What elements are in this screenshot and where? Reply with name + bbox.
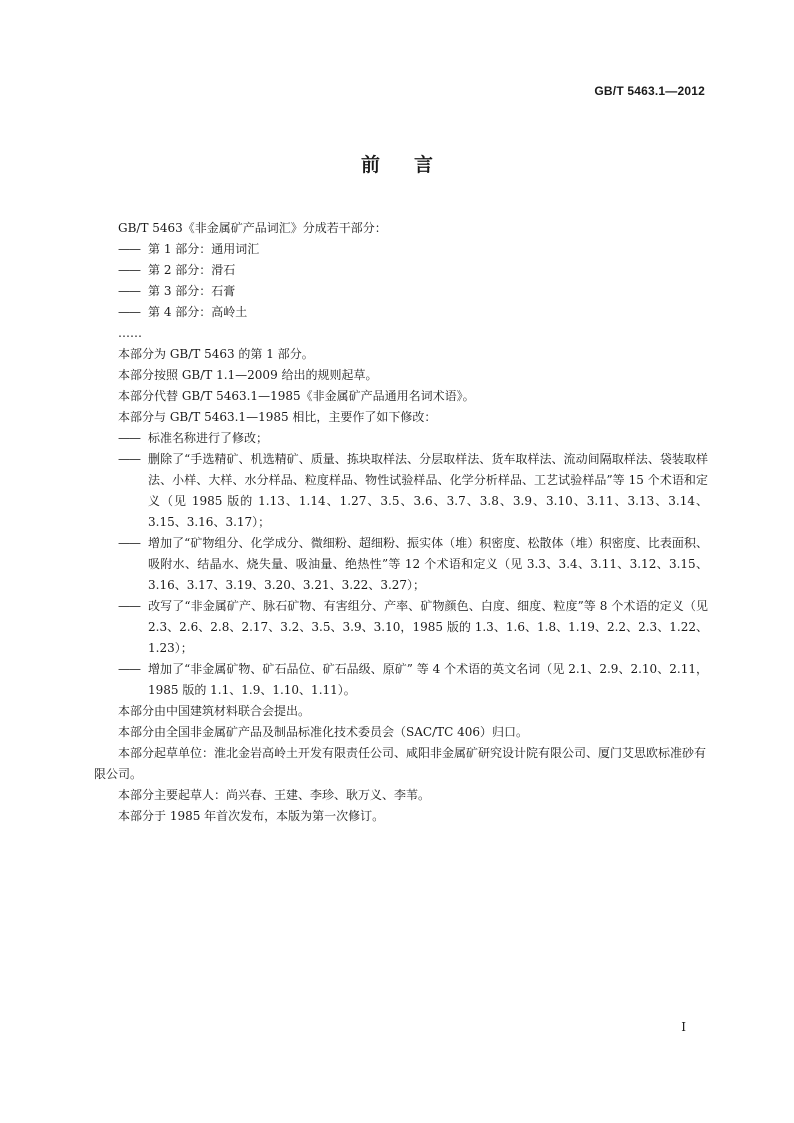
closing-statement: 本部分起草单位：淮北金岩高岭土开发有限责任公司、咸阳非金属矿研究设计院有限公司、厦门艾思欧标准砂有限公司。 xyxy=(94,746,707,781)
part-text: 第 1 部分：通用词汇 xyxy=(148,242,260,256)
ellipsis: …… xyxy=(118,326,142,340)
part-item xyxy=(118,239,708,260)
part-text: 第 2 部分：滑石 xyxy=(148,263,236,277)
change-item xyxy=(118,596,708,659)
dash-glyph: —— xyxy=(118,431,140,445)
intro-line: GB/T 5463《非金属矿产品词汇》分成若干部分： xyxy=(118,221,387,235)
standard-code: GB/T 5463.1—2012 xyxy=(594,84,705,98)
dash-glyph: —— xyxy=(118,284,140,298)
document-body xyxy=(94,218,708,827)
change-text: 标准名称进行了修改； xyxy=(148,431,269,445)
closing-statement: 本部分于 1985 年首次发布，本版为第一次修订。 xyxy=(118,809,385,823)
page-title: 前言 xyxy=(360,154,467,176)
change-item xyxy=(118,659,708,701)
part-item xyxy=(118,302,708,323)
statement: 本部分为 GB/T 5463 的第 1 部分。 xyxy=(118,347,314,361)
part-text: 第 3 部分：石膏 xyxy=(148,284,236,298)
change-item xyxy=(118,533,708,596)
statement: 本部分按照 GB/T 1.1—2009 给出的规则起草。 xyxy=(118,368,378,382)
part-text: 第 4 部分：高岭土 xyxy=(148,305,248,319)
change-text: 改写了“非金属矿产、脉石矿物、有害组分、产率、矿物颜色、白度、细度、粒度”等 8 个术语的定义（见 2.3、2.6、2.8、2.17、3.2、3.5、3.9、3.10，1985 版的 1.3、1.6、1.8、1.19、2.2、2.3、1.22、1.23）； xyxy=(148,599,708,655)
dash-glyph: —— xyxy=(118,305,140,319)
closing-statement: 本部分主要起草人：尚兴春、王建、李珍、耿万义、李苇。 xyxy=(118,788,431,802)
statement: 本部分与 GB/T 5463.1—1985 相比，主要作了如下修改： xyxy=(118,410,437,424)
dash-glyph: —— xyxy=(118,263,140,277)
part-item xyxy=(118,281,708,302)
change-text: 增加了“矿物组分、化学成分、微细粉、超细粉、振实体（堆）积密度、松散体（堆）积密度、比表面积、吸附水、结晶水、烧失量、吸油量、绝热性”等 12 个术语和定义（见 3.3、3.4、3.11、3.12、3.15、3.16、3.17、3.19、3.20、3.21、3.22、3.27）； xyxy=(148,536,708,592)
statement: 本部分代替 GB/T 5463.1—1985《非金属矿产品通用名词术语》。 xyxy=(118,389,475,403)
closing-statement: 本部分由全国非金属矿产品及制品标准化技术委员会（SAC/TC 406）归口。 xyxy=(118,725,529,739)
dash-glyph: —— xyxy=(118,536,140,550)
dash-glyph: —— xyxy=(118,242,140,256)
change-text: 删除了“手选精矿、机选精矿、质量、拣块取样法、分层取样法、货车取样法、流动间隔取样法、袋装取样法、小样、大样、水分样品、粒度样品、物性试验样品、化学分析样品、工艺试验样品”等 15 个术语和定义（见 1985 版的 1.13、1.14、1.27、3.5、3.6、3.7、3.8、3.9、3.10、3.11、3.13、3.14、3.15、3.16、3.17）； xyxy=(148,452,708,529)
change-item xyxy=(118,449,708,533)
change-text: 增加了“非金属矿物、矿石品位、矿石品级、原矿” 等 4 个术语的英文名词（见 2.1、2.9、2.10、2.11，1985 版的 1.1、1.9、1.10、1.11）。 xyxy=(148,662,708,697)
dash-glyph: —— xyxy=(118,452,140,466)
change-item xyxy=(118,428,708,449)
part-item xyxy=(118,260,708,281)
dash-glyph: —— xyxy=(118,599,140,613)
closing-statement: 本部分由中国建筑材料联合会提出。 xyxy=(118,704,311,718)
dash-glyph: —— xyxy=(118,662,140,676)
page-number: I xyxy=(681,1020,686,1034)
